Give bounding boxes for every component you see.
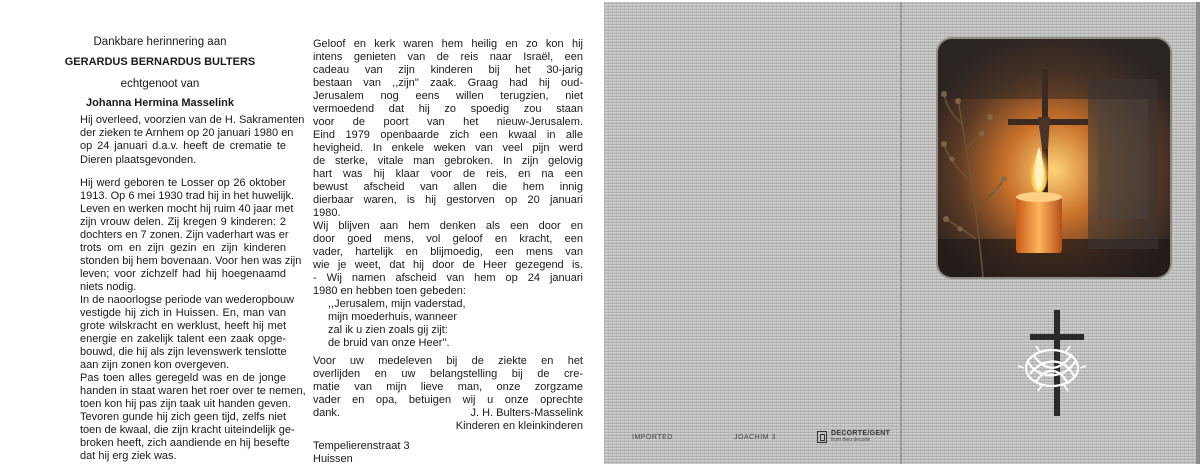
text-line: Leven en werken mocht hij ruim 40 jaar met [80, 203, 294, 215]
text-line: vestigde hij zich in Huissen. En, man van [80, 307, 286, 319]
text-line: dat hij erg ziek was. [80, 450, 177, 462]
text-line: grote wilskracht en werklust, heeft hij met [80, 320, 286, 332]
text-line: bouwd, die hij als zijn levenswerk tenslotte [80, 346, 287, 358]
text-line: niets nodig. [80, 281, 137, 293]
text-line: Hij overleed, voorzien van de H. Sakramenten [80, 114, 305, 126]
text-line: overlijden en uw belangstelling bij de cre- [313, 368, 583, 380]
text-line: toen kon hij pas zijn taak uit handen geven. [80, 398, 291, 410]
inner-left-page [0, 0, 306, 468]
text-line: trots om en zijn gezin en zijn kinderen [80, 242, 286, 254]
candle-cross-illustration [938, 39, 1170, 277]
text-line: de sterke, vitale man gebroken. In zijn gelovig [313, 155, 583, 167]
text-line: dierbaar waren, is hij gestorven op 20 januari [313, 194, 583, 206]
text-line: bewust afscheid van allen die hem innig [313, 181, 583, 193]
text-line: broken heeft, zich aandiende en hij besefte [80, 437, 290, 449]
text-line: hart was hij klaar voor de reis, en na een [313, 168, 583, 180]
card-cover [604, 2, 1200, 464]
text-line: wie je weet, dat hij door de Heer gezegend is. [313, 259, 583, 271]
text-line: bestaan van ,,zijn'' zaak. Graag had hij oud- [313, 77, 583, 89]
text-line: dochters en 7 zonen. Zijn vaderhart was er [80, 229, 289, 241]
address-street: Tempelierenstraat 3 [313, 440, 410, 452]
text-line: Voor uw medeleven bij de ziekte en het [313, 355, 583, 367]
text-line: In de naoorlogse periode van wederopbouw [80, 294, 295, 306]
text-line: voor de poort van het nieuw-Jerusalem. [313, 116, 583, 128]
spouse-name: Johanna Hermina Masselink [86, 97, 234, 109]
cross-crown-of-thorns-icon [1016, 310, 1096, 425]
address-city: Huissen [313, 453, 353, 465]
prayer-line: de bruid van onze Heer''. [328, 337, 450, 349]
text-line: toen de kwaal, die zijn kracht uiteindelijk ge- [80, 424, 295, 436]
text-line: energie en zakelijk talent een zaak opge- [80, 333, 286, 345]
candle-cross-photo [938, 39, 1170, 277]
text-line: 1980 en hebben toen gebeden: [313, 285, 466, 297]
card-edge [1196, 2, 1200, 464]
publisher-logo-icon [817, 431, 827, 443]
text-line: cadeau van zijn kinderen bij het 30-jarig [313, 64, 583, 76]
text-line: handen in staat waren het roer over te nemen, [80, 385, 306, 397]
series-label: JOACHIM 3 [734, 434, 776, 441]
text-line: Dieren plaatsgevonden. [80, 154, 197, 166]
text-line: vader, hartelijk en blijmoedig, een mens van [313, 246, 583, 258]
fold-line [900, 2, 902, 464]
signature-name: J. H. Bulters-Masselink [470, 407, 583, 419]
prayer-line: mijn moederhuis, wanneer [328, 311, 458, 323]
header-dedication: Dankbare herinnering aan [93, 36, 227, 48]
text-line: vader en opa, betuigen wij u onze oprechte [313, 394, 583, 406]
deceased-name: GERARDUS BERNARDUS BULTERS [64, 56, 256, 68]
text-line: dank. [313, 407, 340, 419]
header-spouse-intro: echtgenoot van [120, 78, 200, 90]
prayer-line: zal ik u zien zoals gij zijt: [328, 324, 448, 336]
text-line: op 24 januari d.a.v. heeft de crematie te [80, 140, 286, 152]
text-line: zijn vrouw delen. Zij kregen 9 kinderen: 2 [80, 216, 286, 228]
text-line: intens genieten van de reis naar Israël, een [313, 51, 583, 63]
text-line: Jerusalem nog eens willen terugzien, niet [313, 90, 583, 102]
text-line: vermoedend dat hij zo spoedig zou staan [313, 103, 583, 115]
publisher-mark [817, 430, 890, 444]
text-line: - Wij namen afscheid van hem op 24 januari [313, 272, 583, 284]
text-line: der zieken te Arnhem op 20 januari 1980 en [80, 127, 294, 139]
signature-family: Kinderen en kleinkinderen [455, 420, 583, 432]
text-line: Geloof en kerk waren hem heilig en zo kon hij [313, 38, 583, 50]
publisher-subtitle: from theo decorte [831, 437, 871, 443]
text-line: 1980. [313, 207, 341, 219]
text-line: 1913. Op 6 mei 1930 trad hij in het huwelijk. [80, 190, 295, 202]
prayer-line: ,,Jerusalem, mijn vaderstad, [328, 298, 466, 310]
text-line: hevigheid. In enkele weken van veel pijn werd [313, 142, 583, 154]
text-line: Hij werd geboren te Losser op 26 oktober [80, 177, 286, 189]
text-line: door goed mens, vol geloof en kracht, een [313, 233, 583, 245]
text-line: Pas toen alles geregeld was en de jonge [80, 372, 286, 384]
text-line: matie van mijn lieve man, onze zorgzame [313, 381, 583, 393]
text-line: Wij blijven aan hem denken als een door en [313, 220, 583, 232]
text-line: Eind 1979 openbaarde zich een kwaal in alle [313, 129, 583, 141]
text-line: stonden bij hem bovenaan. Voor hen was zijn [80, 255, 302, 267]
text-line: Tevoren gunde hij zich geen tijd, zelfs niet [80, 411, 286, 423]
imported-label: IMPORTED [632, 434, 673, 441]
text-line: aan zijn zonen kon overgeven. [80, 359, 230, 371]
text-line: leven; voor zichzelf had hij hoegenaamd [80, 268, 286, 280]
publisher-name: DECORTE/GENT [831, 430, 891, 437]
